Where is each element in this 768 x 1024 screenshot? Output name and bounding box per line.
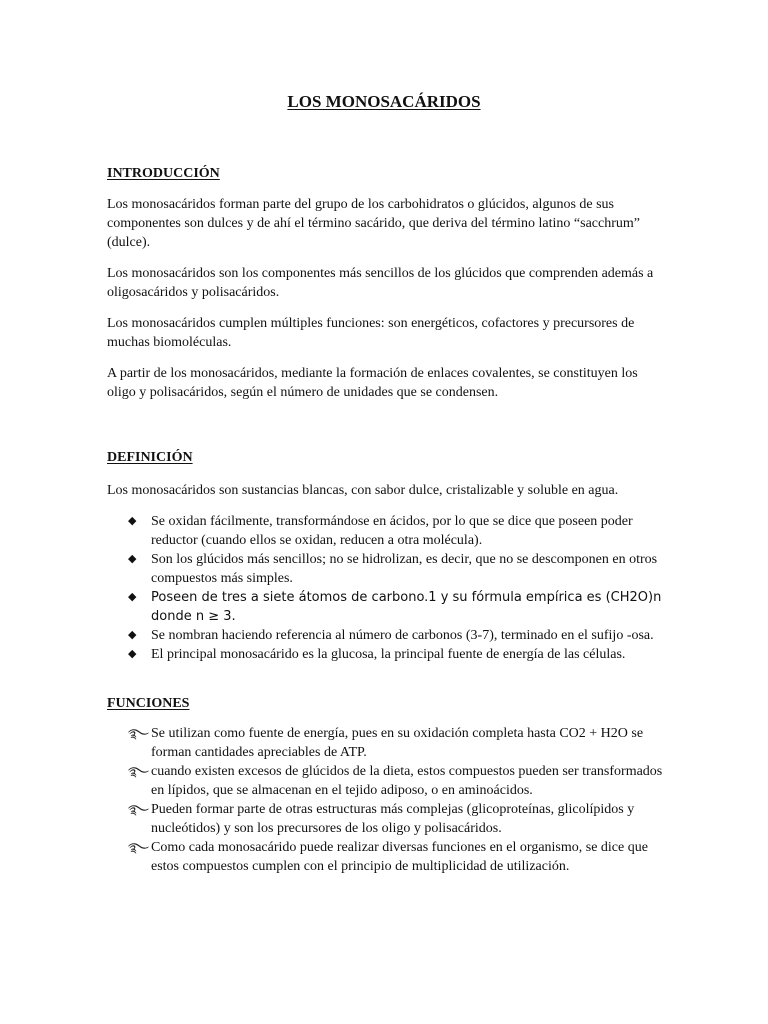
- heading-introduccion: INTRODUCCIÓN: [107, 166, 220, 181]
- swirl-bullet-icon: ࿐: [128, 764, 150, 779]
- list-item: [107, 645, 667, 664]
- list-item: [107, 838, 667, 876]
- list-item-text: Se nombran haciendo referencia al número de carbonos (3-7), terminado en el sufijo -osa.: [151, 628, 654, 643]
- swirl-bullet-icon: ࿐: [128, 802, 150, 817]
- swirl-bullet-icon: ࿐: [128, 840, 150, 855]
- heading-definicion: DEFINICIÓN: [107, 450, 193, 465]
- heading-funciones: FUNCIONES: [107, 696, 190, 711]
- list-item: [107, 800, 667, 838]
- list-item: [107, 724, 667, 762]
- page-title-text: LOS MONOSACÁRIDOS: [287, 92, 481, 111]
- section-funciones: [107, 695, 667, 876]
- diamond-bullet-icon: ◆: [128, 591, 137, 603]
- page-title: [0, 91, 768, 113]
- intro-paragraph-2: Los monosacáridos son los componentes más sencillos de los glúcidos que comprenden además a oligosacáridos y polisacáridos.: [107, 266, 654, 300]
- list-item-text: Se oxidan fácilmente, transformándose en ácidos, por lo que se dice que poseen poder reductor (cuando ellos se oxidan, reducen a otra molécula).: [151, 514, 633, 548]
- list-item-text: Pueden formar parte de otras estructuras más complejas (glicoproteínas, glicolípidos y nucleótidos) y son los precursores de los oligo y polisacáridos.: [151, 802, 635, 836]
- diamond-bullet-icon: ◆: [128, 648, 137, 660]
- list-item-text: Como cada monosacárido puede realizar diversas funciones en el organismo, se dice que estos compuestos cumplen con el principio de multiplicidad de utilización.: [151, 840, 648, 874]
- swirl-bullet-icon: ࿐: [128, 726, 150, 741]
- list-item: [107, 550, 667, 588]
- list-item-text: cuando existen excesos de glúcidos de la dieta, estos compuestos pueden ser transformados en lípidos, que se almacenan en el tejido adiposo, o en aminoácidos.: [151, 764, 663, 798]
- section-introduccion: [107, 165, 667, 402]
- intro-paragraph-1: Los monosacáridos forman parte del grupo de los carbohidratos o glúcidos, algunos de sus componentes son dulces y de ahí el término sacárido, que deriva del término latino “sacchrum” (dulce).: [107, 197, 640, 250]
- section-definicion: [107, 449, 667, 664]
- diamond-bullet-icon: ◆: [128, 553, 137, 565]
- definicion-list: [107, 512, 667, 664]
- intro-paragraph-3: Los monosacáridos cumplen múltiples funciones: son energéticos, cofactores y precursores de muchas biomoléculas.: [107, 316, 635, 350]
- diamond-bullet-icon: ◆: [128, 629, 137, 641]
- list-item-text: Poseen de tres a siete átomos de carbono.1 y su fórmula empírica es (CH2O)n donde n ≥ 3.: [151, 590, 662, 624]
- list-item-text: Son los glúcidos más sencillos; no se hidrolizan, es decir, que no se descomponen en otros compuestos más simples.: [151, 552, 658, 586]
- list-item: [107, 588, 667, 626]
- list-item: [107, 762, 667, 800]
- list-item-text: El principal monosacárido es la glucosa, la principal fuente de energía de las células.: [151, 647, 626, 662]
- list-item: [107, 512, 667, 550]
- definicion-intro: Los monosacáridos son sustancias blancas, con sabor dulce, cristalizable y soluble en agua.: [107, 483, 619, 498]
- list-item: [107, 626, 667, 645]
- intro-paragraph-4: A partir de los monosacáridos, mediante la formación de enlaces covalentes, se constituyen los oligo y polisacáridos, según el número de unidades que se condensen.: [107, 366, 638, 400]
- diamond-bullet-icon: ◆: [128, 515, 137, 527]
- funciones-list: [107, 724, 667, 876]
- list-item-text: Se utilizan como fuente de energía, pues en su oxidación completa hasta CO2 + H2O se forman cantidades apreciables de ATP.: [151, 726, 644, 760]
